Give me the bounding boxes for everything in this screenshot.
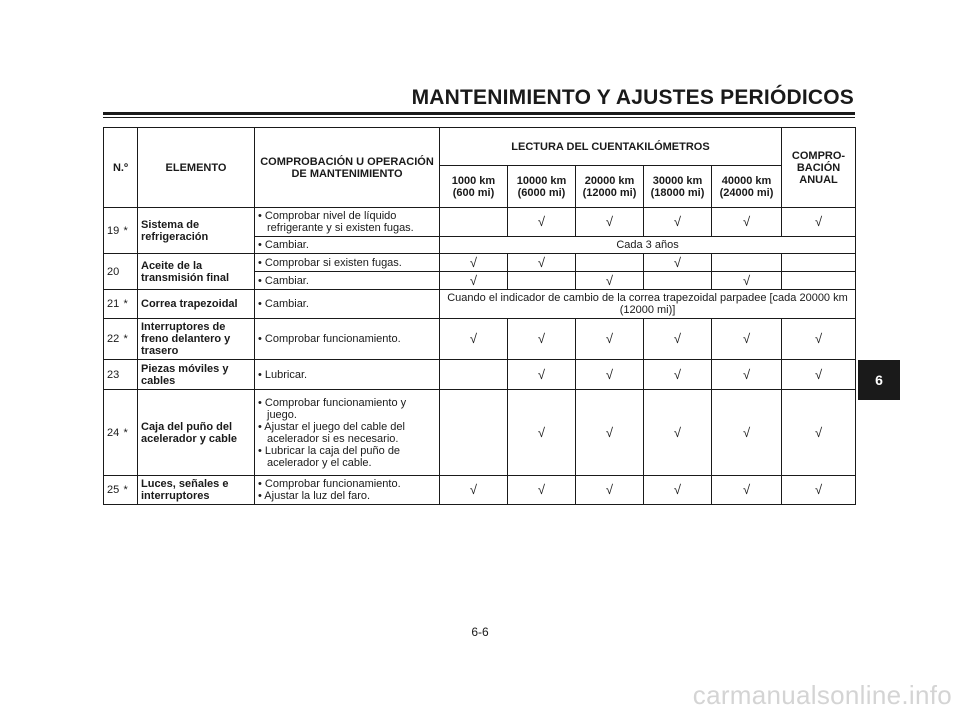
operation-line: • Ajustar el juego del cable del acelerador si es necesario. [258, 420, 405, 445]
check-mark: √ [782, 360, 856, 390]
row-operation [255, 290, 440, 319]
check-mark: √ [576, 360, 644, 390]
table-row [104, 390, 856, 476]
check-mark: √ [782, 476, 856, 505]
check-mark: √ [508, 254, 576, 272]
check-mark: √ [782, 390, 856, 476]
operation-line: • Comprobar funcionamiento y juego. [258, 396, 407, 421]
empty-cell [782, 272, 856, 290]
header-annual: COMPRO-BACIÓN ANUAL [782, 128, 856, 208]
row-star: * [124, 390, 138, 476]
title-rule-thin [103, 117, 855, 118]
check-mark: √ [508, 319, 576, 360]
check-mark: √ [440, 319, 508, 360]
row-element: Correa trapezoidal [138, 290, 255, 319]
row-element: Aceite de la transmisión final [138, 254, 255, 290]
table-body [104, 208, 856, 505]
check-mark: √ [440, 272, 508, 290]
header-km-1: 1000 km (600 mi) [440, 166, 508, 208]
check-mark: √ [712, 476, 782, 505]
check-mark: √ [712, 319, 782, 360]
maintenance-table [103, 127, 856, 505]
empty-cell [440, 390, 508, 476]
check-mark: √ [644, 208, 712, 237]
check-mark: √ [576, 208, 644, 237]
row-operation [255, 208, 440, 237]
row-star [124, 254, 138, 290]
header-km-5: 40000 km (24000 mi) [712, 166, 782, 208]
chapter-tab: 6 [858, 360, 900, 400]
operation-line: • Comprobar funcionamiento. [258, 478, 401, 490]
empty-cell [576, 254, 644, 272]
empty-cell [782, 254, 856, 272]
row-operation [255, 237, 440, 254]
header-odometer: LECTURA DEL CUENTAKILÓMETROS [440, 128, 782, 166]
row-star: * [124, 476, 138, 505]
check-mark: √ [644, 476, 712, 505]
row-star: * [124, 290, 138, 319]
check-mark: √ [576, 319, 644, 360]
row-number: 24 [104, 390, 124, 476]
row-element: Interruptores de freno delantero y trasero [138, 319, 255, 360]
check-mark: √ [712, 272, 782, 290]
operation-line: • Lubricar. [258, 368, 308, 381]
row-operation [255, 390, 440, 476]
row-element: Piezas móviles y cables [138, 360, 255, 390]
row-operation [255, 254, 440, 272]
row-element: Luces, señales e interruptores [138, 476, 255, 505]
interval-note: Cuando el indicador de cambio de la correa trapezoidal parpadee [cada 20000 km (12000 mi)] [440, 290, 856, 319]
check-mark: √ [782, 319, 856, 360]
row-element: Sistema de refrigeración [138, 208, 255, 254]
page-number: 6-6 [471, 625, 489, 639]
row-number: 22 [104, 319, 124, 360]
check-mark: √ [508, 360, 576, 390]
header-km-4: 30000 km (18000 mi) [644, 166, 712, 208]
check-mark: √ [576, 272, 644, 290]
check-mark: √ [644, 254, 712, 272]
row-element: Caja del puño del acelerador y cable [138, 390, 255, 476]
check-mark: √ [576, 390, 644, 476]
header-km-2: 10000 km (6000 mi) [508, 166, 576, 208]
watermark: carmanualsonline.info [692, 680, 952, 710]
check-mark: √ [440, 476, 508, 505]
table-row [104, 254, 856, 272]
header-km-3: 20000 km (12000 mi) [576, 166, 644, 208]
empty-cell [712, 254, 782, 272]
operation-line: • Ajustar la luz del faro. [258, 490, 371, 502]
row-operation [255, 319, 440, 360]
title-rule-thick [103, 112, 855, 115]
check-mark: √ [508, 390, 576, 476]
header-operation: COMPROBACIÓN U OPERACIÓN DE MANTENIMIENTO [255, 128, 440, 208]
operation-line: • Cambiar. [258, 274, 309, 287]
table-row [104, 208, 856, 237]
operation-line: • Cambiar. [258, 298, 309, 310]
operation-line: • Comprobar si existen fugas. [258, 256, 402, 269]
row-star [124, 360, 138, 390]
operation-line: • Lubricar la caja del puño de acelerador y el cable. [258, 444, 401, 469]
check-mark: √ [712, 208, 782, 237]
check-mark: √ [576, 476, 644, 505]
table-row [104, 290, 856, 319]
check-mark: √ [440, 254, 508, 272]
row-number: 19 [104, 208, 124, 254]
page-title: MANTENIMIENTO Y AJUSTES PERIÓDICOS [411, 86, 854, 109]
row-operation [255, 272, 440, 290]
interval-note: Cada 3 años [440, 237, 856, 254]
row-star: * [124, 208, 138, 254]
check-mark: √ [644, 390, 712, 476]
row-star: * [124, 319, 138, 360]
header-element: ELEMENTO [138, 128, 255, 208]
operation-line: • Comprobar funcionamiento. [258, 333, 401, 345]
header-num: N.º [104, 128, 138, 208]
check-mark: √ [508, 476, 576, 505]
check-mark: √ [508, 208, 576, 237]
row-number: 21 [104, 290, 124, 319]
table-row [104, 319, 856, 360]
empty-cell [440, 208, 508, 237]
table-row [104, 360, 856, 390]
check-mark: √ [782, 208, 856, 237]
check-mark: √ [644, 360, 712, 390]
row-number: 25 [104, 476, 124, 505]
empty-cell [644, 272, 712, 290]
row-number: 23 [104, 360, 124, 390]
table-row [104, 476, 856, 505]
empty-cell [440, 360, 508, 390]
row-number: 20 [104, 254, 124, 290]
operation-line: • Cambiar. [258, 239, 309, 251]
row-operation [255, 360, 440, 390]
check-mark: √ [712, 360, 782, 390]
row-operation [255, 476, 440, 505]
check-mark: √ [644, 319, 712, 360]
operation-line: • Comprobar nivel de líquido refrigerante y si existen fugas. [258, 210, 414, 234]
empty-cell [508, 272, 576, 290]
check-mark: √ [712, 390, 782, 476]
